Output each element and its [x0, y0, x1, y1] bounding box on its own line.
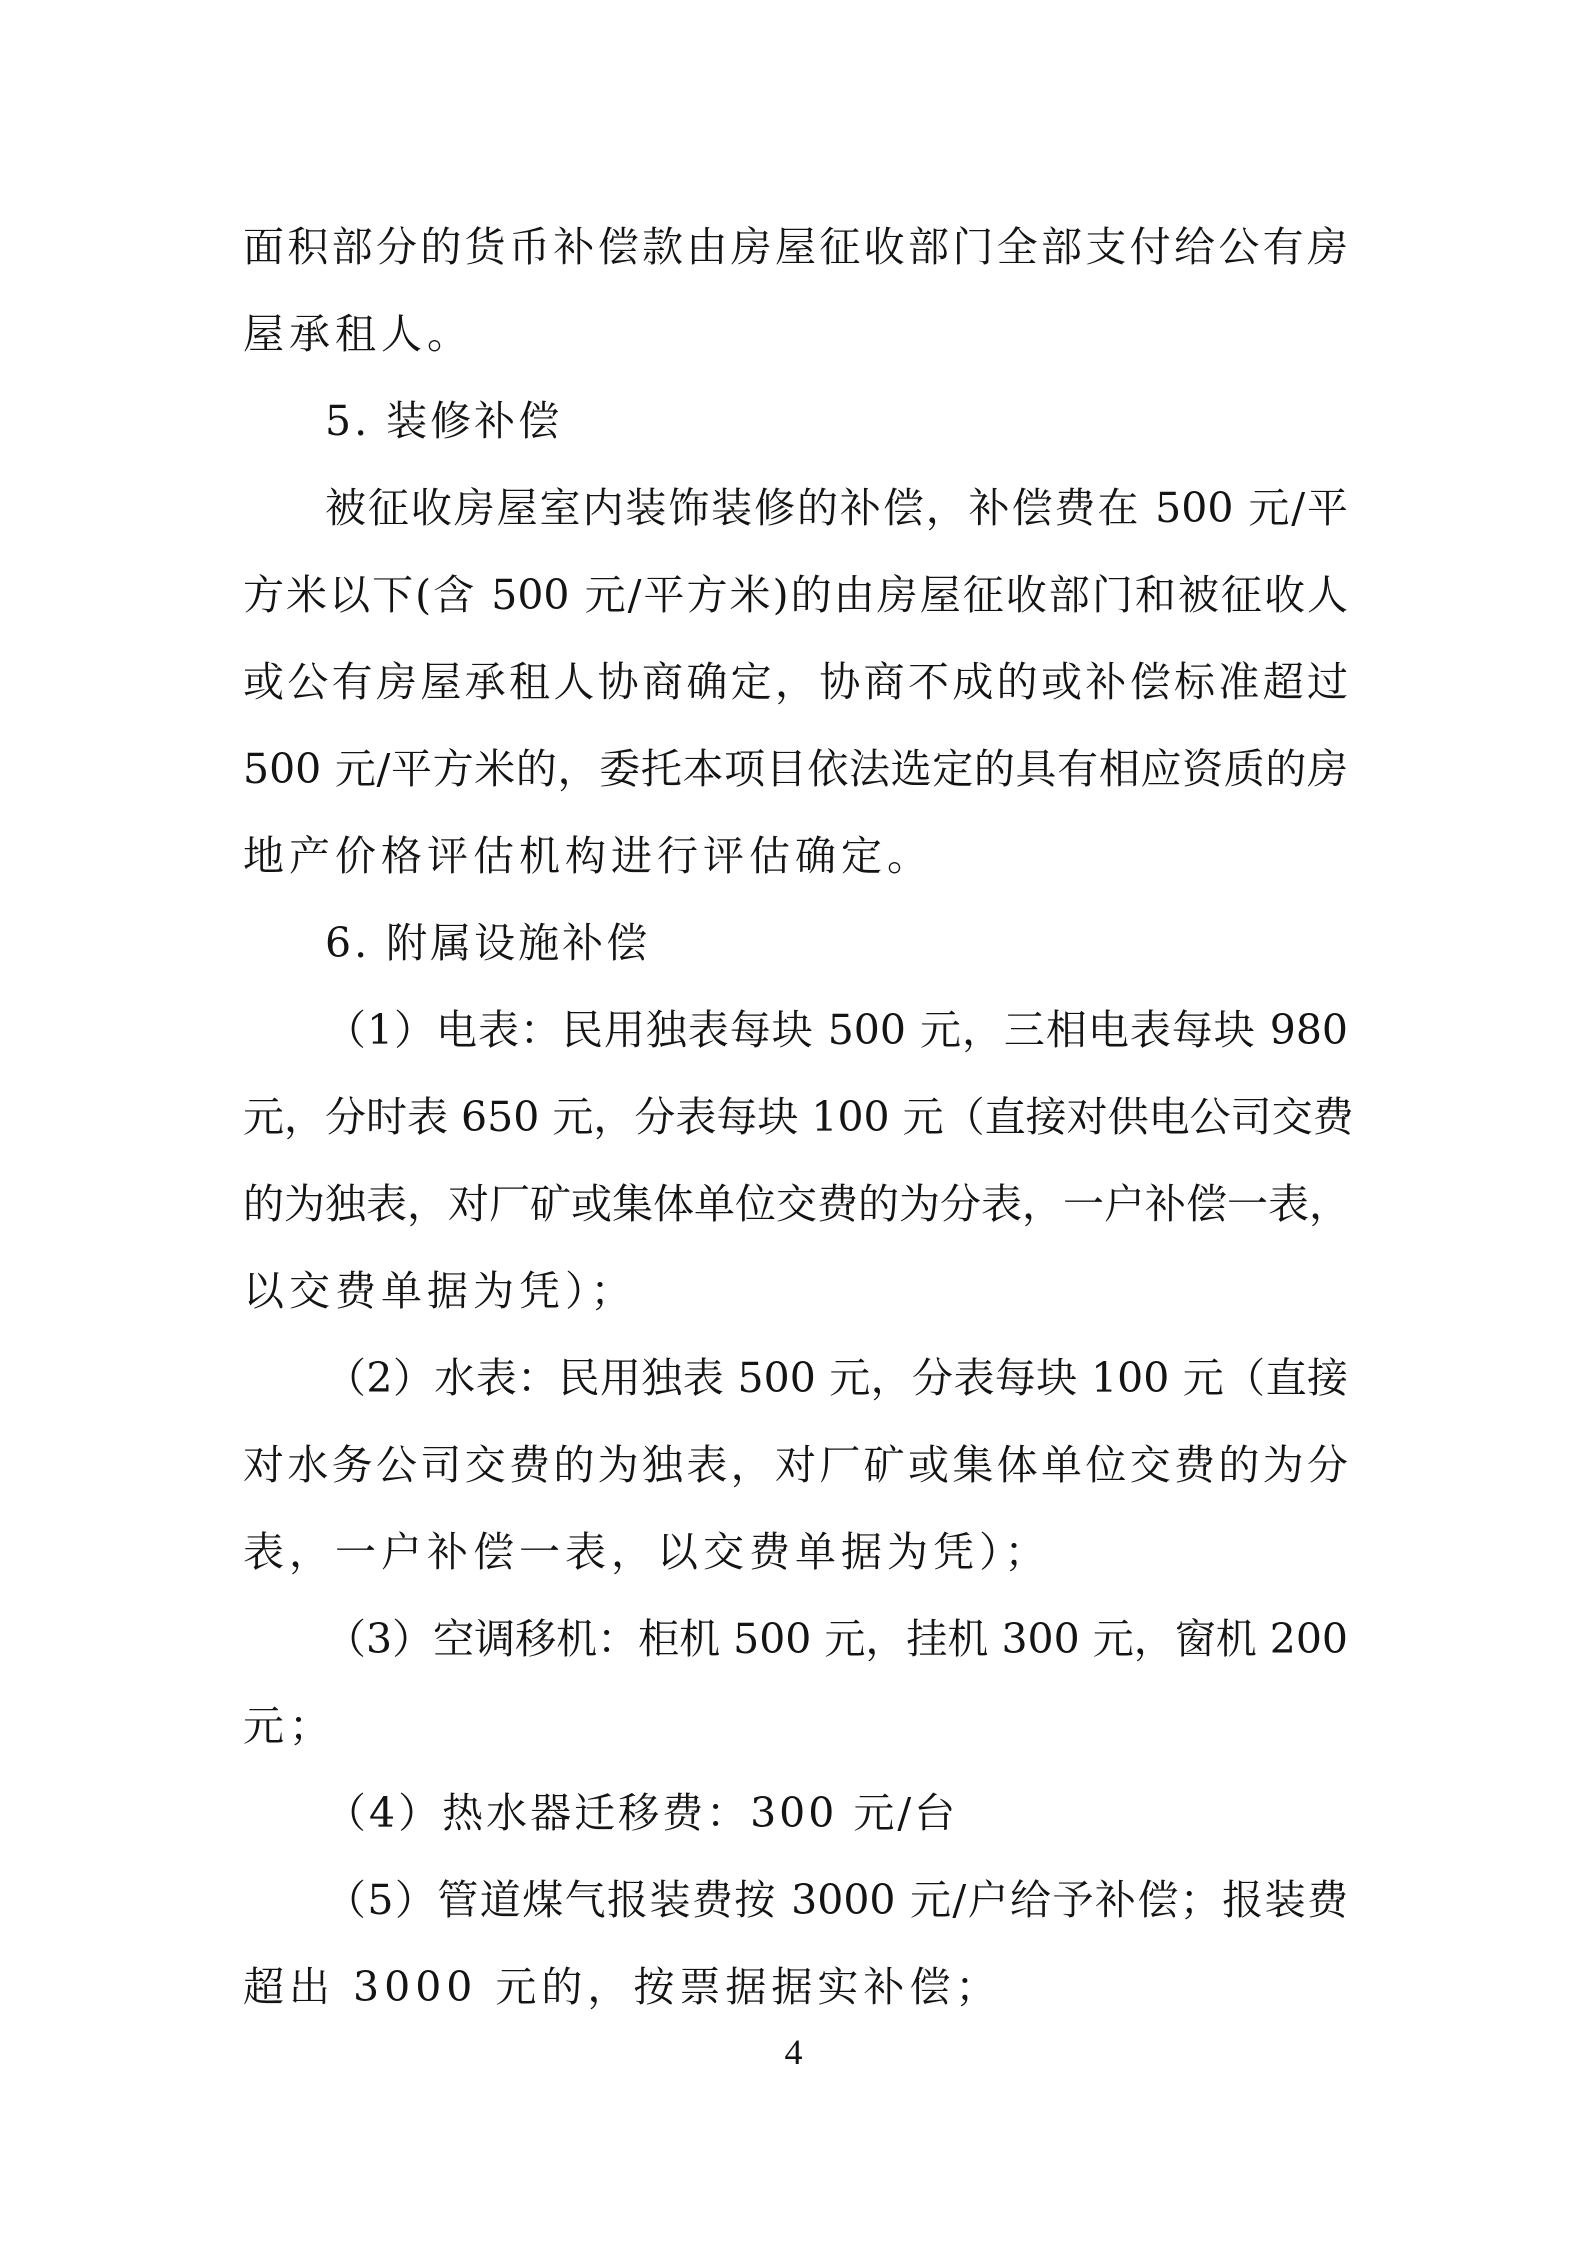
text-line: 方米以下(含 500 元/平方米)的由房屋征收部门和被征收人	[243, 571, 1348, 619]
text-line: 元，分时表 650 元，分表每块 100 元（直接对供电公司交费	[243, 1093, 1354, 1141]
text-line: 500 元/平方米的，委托本项目依法选定的具有相应资质的房	[243, 745, 1348, 793]
text-line: 对水务公司交费的为独表，对厂矿或集体单位交费的为分	[243, 1441, 1348, 1489]
text-line: 屋承租人。	[243, 310, 473, 358]
text-line: 以交费单据为凭）；	[243, 1267, 637, 1315]
text-line: 面积部分的货币补偿款由房屋征收部门全部支付给公有房	[243, 223, 1348, 271]
section-heading: 5. 装修补偿	[325, 397, 563, 445]
text-line: 元；	[243, 1702, 335, 1750]
text-line: （1）电表：民用独表每块 500 元，三相电表每块 980	[325, 1006, 1348, 1054]
text-line: （4）热水器迁移费：300 元/台	[325, 1789, 959, 1837]
text-line: 超出 3000 元的，按票据据实补偿；	[243, 1963, 1002, 2011]
text-line: （5）管道煤气报装费按 3000 元/户给予补偿；报装费	[325, 1876, 1348, 1924]
section-heading: 6. 附属设施补偿	[325, 919, 651, 967]
text-line: （3）空调移机：柜机 500 元，挂机 300 元，窗机 200	[325, 1615, 1349, 1663]
page-number: 4	[784, 2032, 803, 2072]
text-line: 的为独表，对厂矿或集体单位交费的为分表，一户补偿一表，	[243, 1180, 1350, 1228]
text-line: 被征收房屋室内装饰装修的补偿，补偿费在 500 元/平	[325, 484, 1348, 532]
text-line: 地产价格评估机构进行评估确定。	[243, 832, 933, 880]
text-line: 或公有房屋承租人协商确定，协商不成的或补偿标准超过	[243, 658, 1348, 706]
text-line: （2）水表：民用独表 500 元，分表每块 100 元（直接	[325, 1354, 1348, 1402]
text-line: 表，一户补偿一表，以交费单据为凭）；	[243, 1528, 1051, 1576]
